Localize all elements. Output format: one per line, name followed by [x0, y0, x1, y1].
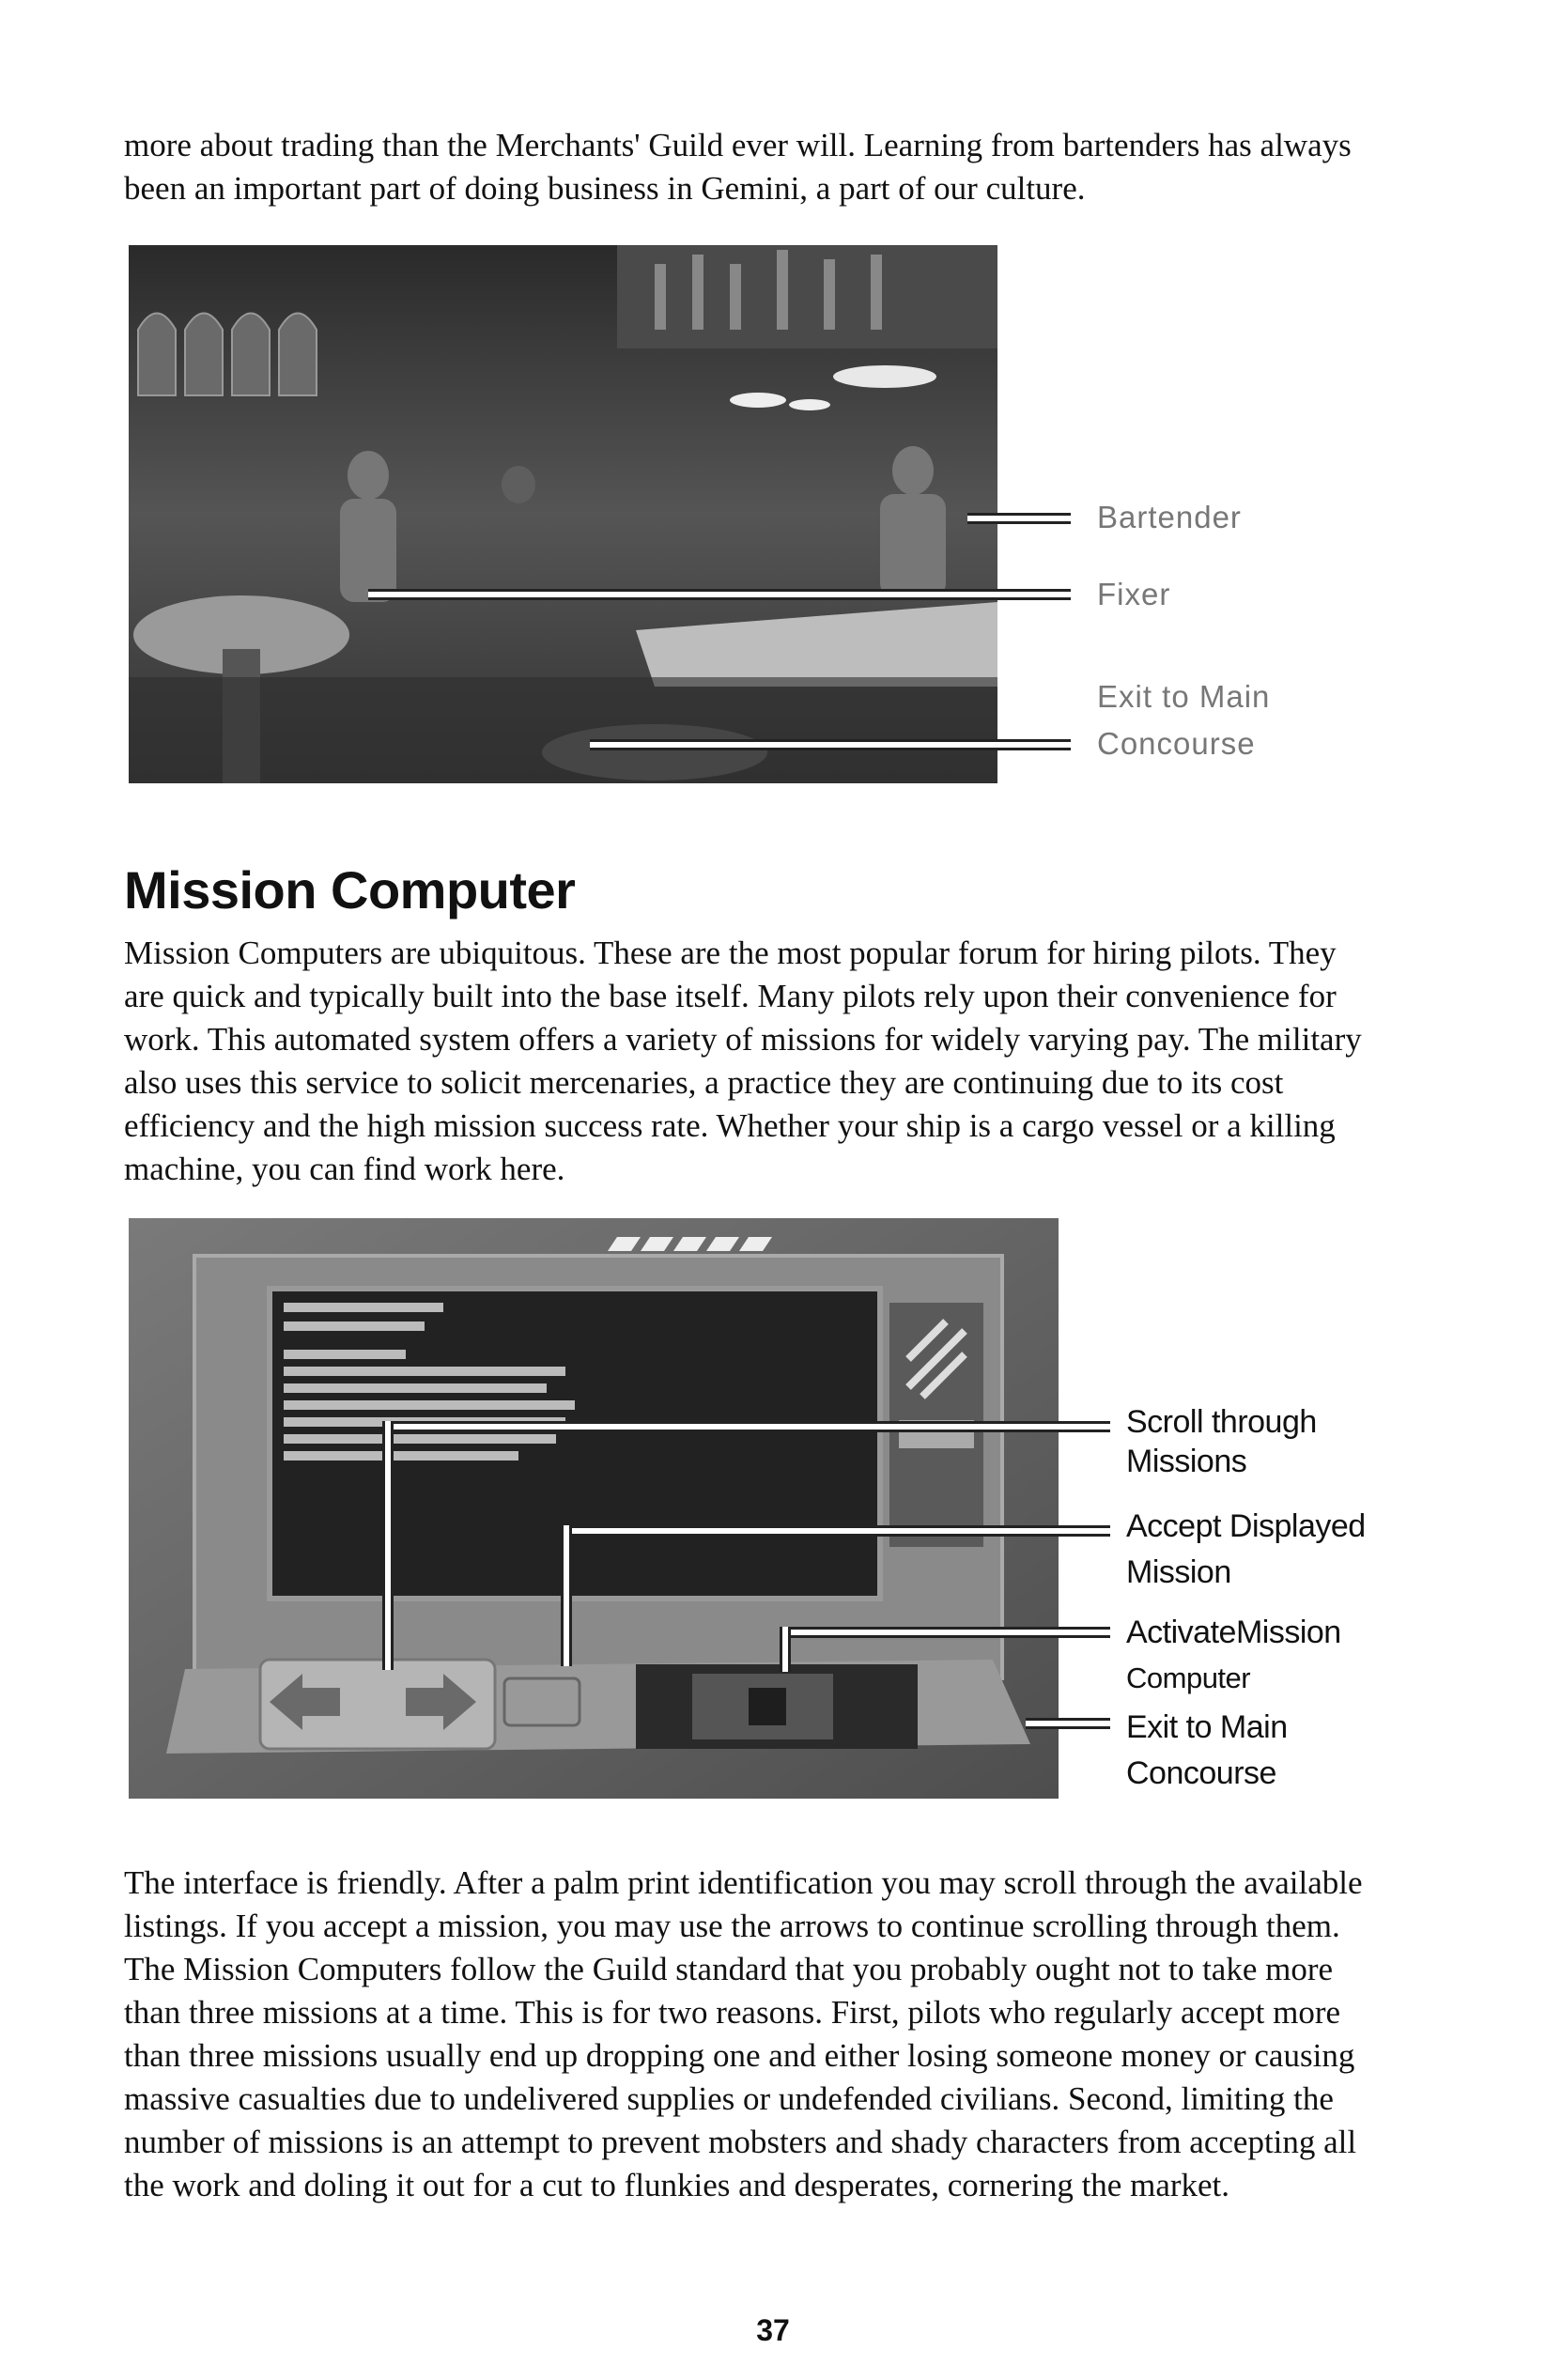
bartender-connector	[967, 513, 1071, 524]
activate-vertical	[780, 1627, 791, 1672]
interface-paragraph-text: The interface is friendly. After a palm print identification you may scroll through the available listings. If you accept a mission, you may use the arrows to continue scrolling through them. The Mission Computers follow the Guild standard that you probably ought not to take more than three missions at a time. This is for two reasons. First, pilots who regularly accept more than three missions usually end up dropping one and either losing someone money or causing massive casualties due to undelivered supplies or undefended civilians. Second, limiting the number of missions is an attempt to prevent mobsters and shady characters from accepting all the work and doling it out for a cut to flunkies and desperates, cornering the market.	[124, 1864, 1363, 2203]
intro-text: more about trading than the Merchants' Guild ever will. Learning from bartenders has always been an important part of doing business in Gemini, a part of our culture.	[124, 127, 1352, 207]
intro-paragraph	[124, 124, 1383, 210]
activate-label-line2: Computer	[1126, 1661, 1251, 1694]
exit-main-connector	[1026, 1718, 1110, 1729]
interface-paragraph	[124, 1862, 1383, 2207]
exit-main-label-line2: Concourse	[1126, 1755, 1276, 1791]
scroll-label-line1: Scroll through	[1126, 1404, 1317, 1440]
mission-paragraph-text: Mission Computers are ubiquitous. These are the most popular forum for hiring pilots. They are quick and typically built into the base itself. Many pilots rely upon their convenience for work. This automated system offers a variety of missions for widely varying pay. The military also uses this service to solicit mercenaries, a practice they are continuing due to its cost efficiency and the high mission success rate. Whether your ship is a cargo vessel or a killing machine, you can find work here.	[124, 935, 1362, 1187]
scroll-vertical	[382, 1421, 394, 1670]
concourse-label: Concourse	[1097, 726, 1256, 761]
accept-label-line2: Mission	[1126, 1554, 1231, 1590]
fixer-connector	[368, 589, 1071, 600]
mission-computer-image	[129, 1218, 1059, 1799]
exit-main-label-line1: Exit to Main	[1126, 1709, 1288, 1745]
fixer-label: Fixer	[1097, 577, 1171, 611]
exit-to-main-label: Exit to Main	[1097, 679, 1271, 714]
activate-label-line1: ActivateMission	[1126, 1615, 1341, 1650]
accept-vertical	[561, 1525, 572, 1666]
mission-paragraph	[124, 932, 1383, 1191]
bartender-label: Bartender	[1097, 500, 1242, 534]
scroll-connector	[382, 1421, 1110, 1432]
bar-scene-image	[129, 245, 997, 783]
mission-computer-screenshot	[129, 1218, 1059, 1799]
page-number: 37	[756, 2313, 790, 2347]
activate-connector	[780, 1627, 1110, 1638]
bar-screenshot	[129, 245, 997, 783]
accept-connector	[561, 1525, 1110, 1537]
accept-label-line1: Accept Displayed	[1126, 1508, 1366, 1544]
exit-connector	[590, 739, 1071, 750]
scroll-label-line2: Missions	[1126, 1444, 1247, 1479]
section-title: Mission Computer	[124, 860, 576, 920]
